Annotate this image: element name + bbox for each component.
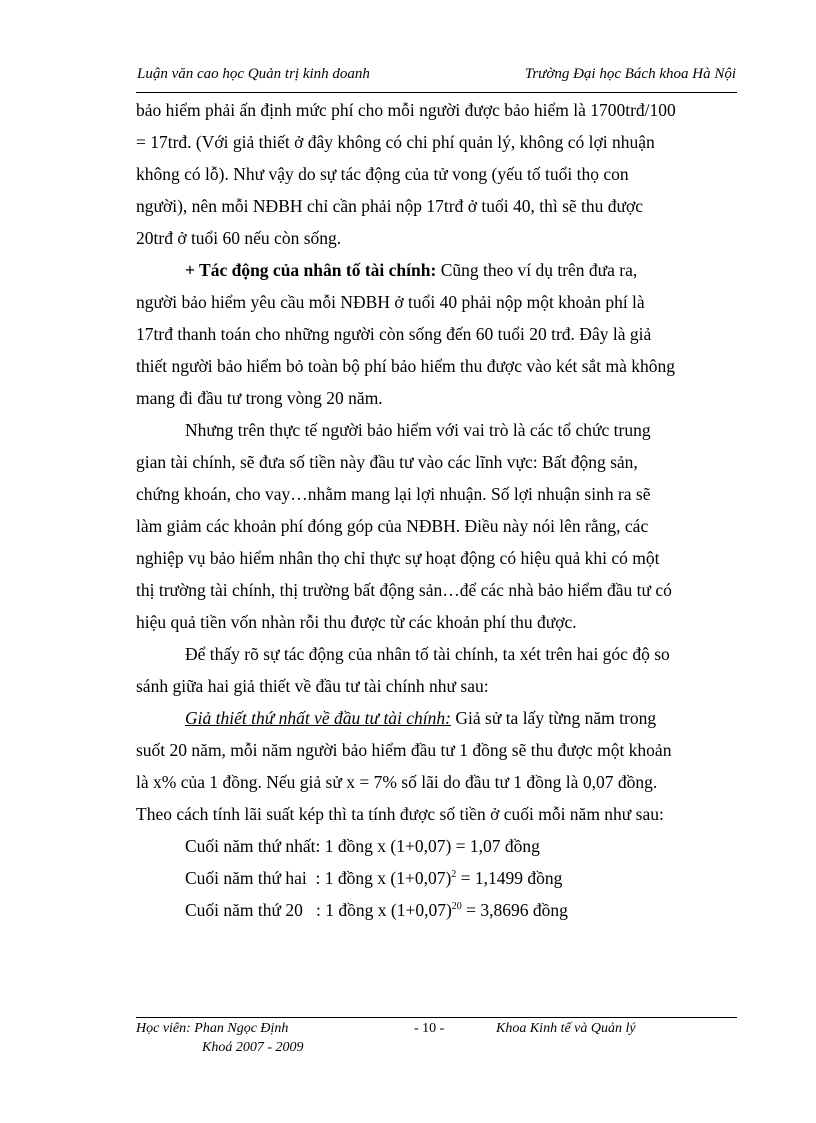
paragraph-financial-factor	[136, 254, 737, 286]
page-header	[136, 64, 737, 93]
body-line: chứng khoán, cho vay…nhằm mang lại lợi nhuận. Số lợi nhuận sinh ra sẽ	[136, 484, 651, 504]
body-line: sánh giữa hai giả thiết về đầu tư tài chính như sau:	[136, 676, 489, 696]
body-line: bảo hiểm phải ấn định mức phí cho mỗi người được bảo hiểm là 1700trđ/100	[136, 100, 676, 120]
body-line: gian tài chính, sẽ đưa số tiền này đầu tư vào các lĩnh vực: Bất động sản,	[136, 452, 638, 472]
body-line: Theo cách tính lãi suất kép thì ta tính được số tiền ở cuối mỗi năm như sau:	[136, 804, 664, 824]
body-line: Để thấy rõ sự tác động của nhân tố tài chính, ta xét trên hai góc độ so	[185, 644, 670, 664]
body-text: Cũng theo ví dụ trên đưa ra,	[436, 260, 638, 280]
body-line: làm giảm các khoản phí đóng góp của NĐBH. Điều này nói lên rằng, các	[136, 516, 649, 536]
body-line: 20trđ ở tuổi 60 nếu còn sống.	[136, 228, 342, 248]
calc-result: = 3,8696 đồng	[461, 900, 568, 920]
first-assumption-heading: Giả thiết thứ nhất về đầu tư tài chính:	[185, 708, 451, 728]
body-line: suốt 20 năm, mỗi năm người bảo hiểm đầu tư 1 đồng sẽ thu được một khoản	[136, 740, 672, 760]
calc-expression: Cuối năm thứ 20 : 1 đồng x (1+0,07)	[185, 900, 452, 920]
calc-result: = 1,1499 đồng	[456, 868, 563, 888]
footer-student: Học viên: Phan Ngọc Định	[136, 1021, 289, 1036]
calc-line-year-2	[136, 862, 737, 894]
body-text: Giả sử ta lấy từng năm trong	[451, 708, 657, 728]
calc-expression: Cuối năm thứ hai : 1 đồng x (1+0,07)	[185, 868, 452, 888]
body-line: thiết người bảo hiểm bỏ toàn bộ phí bảo hiểm thu được vào két sắt mà không	[136, 356, 676, 376]
financial-factor-heading: + Tác động của nhân tố tài chính:	[185, 260, 437, 280]
body-line: mang đi đầu tư trong vòng 20 năm.	[136, 388, 383, 408]
body-line: nghiệp vụ bảo hiểm nhân thọ chỉ thực sự hoạt động có hiệu quả khi có một	[136, 548, 660, 568]
footer-course-year: Khoá 2007 - 2009	[202, 1040, 304, 1055]
footer-rule	[136, 1017, 737, 1018]
calc-expression: Cuối năm thứ nhất: 1 đồng x (1+0,07)	[185, 836, 452, 856]
header-university: Trường Đại học Bách khoa Hà Nội	[524, 66, 736, 82]
calc-line-year-20	[136, 894, 737, 926]
page-number: - 10 -	[414, 1021, 445, 1036]
body-line: không có lỗ). Như vậy do sự tác động của tử vong (yếu tố tuổi thọ con	[136, 164, 629, 184]
footer-department: Khoa Kinh tế và Quản lý	[496, 1021, 636, 1036]
calc-line-year-1	[136, 830, 737, 862]
calc-result: = 1,07 đồng	[451, 836, 540, 856]
calc-exponent: 2	[451, 869, 457, 880]
body-line: người bảo hiểm yêu cầu mỗi NĐBH ở tuổi 40 phải nộp một khoản phí là	[136, 292, 645, 312]
body-line: 17trđ thanh toán cho những người còn sống đến 60 tuổi 20 trđ. Đây là giả	[136, 324, 652, 344]
body-line: là x% của 1 đồng. Nếu giả sử x = 7% số lãi do đầu tư 1 đồng là 0,07 đồng.	[136, 772, 658, 792]
body-line: = 17trđ. (Với giả thiết ở đây không có chi phí quản lý, không có lợi nhuận	[136, 132, 655, 152]
body-line: người), nên mỗi NĐBH chỉ cần phải nộp 17trđ ở tuổi 40, thì sẽ thu được	[136, 196, 644, 216]
document-body	[136, 94, 737, 926]
calc-exponent: 20	[451, 901, 462, 912]
body-line: hiệu quả tiền vốn nhàn rỗi thu được từ các khoản phí thu được.	[136, 612, 577, 632]
body-line: thị trường tài chính, thị trường bất động sản…để các nhà bảo hiểm đầu tư có	[136, 580, 672, 600]
paragraph-first-assumption	[136, 702, 737, 734]
header-thesis-title: Luận văn cao học Quản trị kinh doanh	[137, 66, 370, 82]
body-line: Nhưng trên thực tế người bảo hiểm với vai trò là các tổ chức trung	[185, 420, 651, 440]
